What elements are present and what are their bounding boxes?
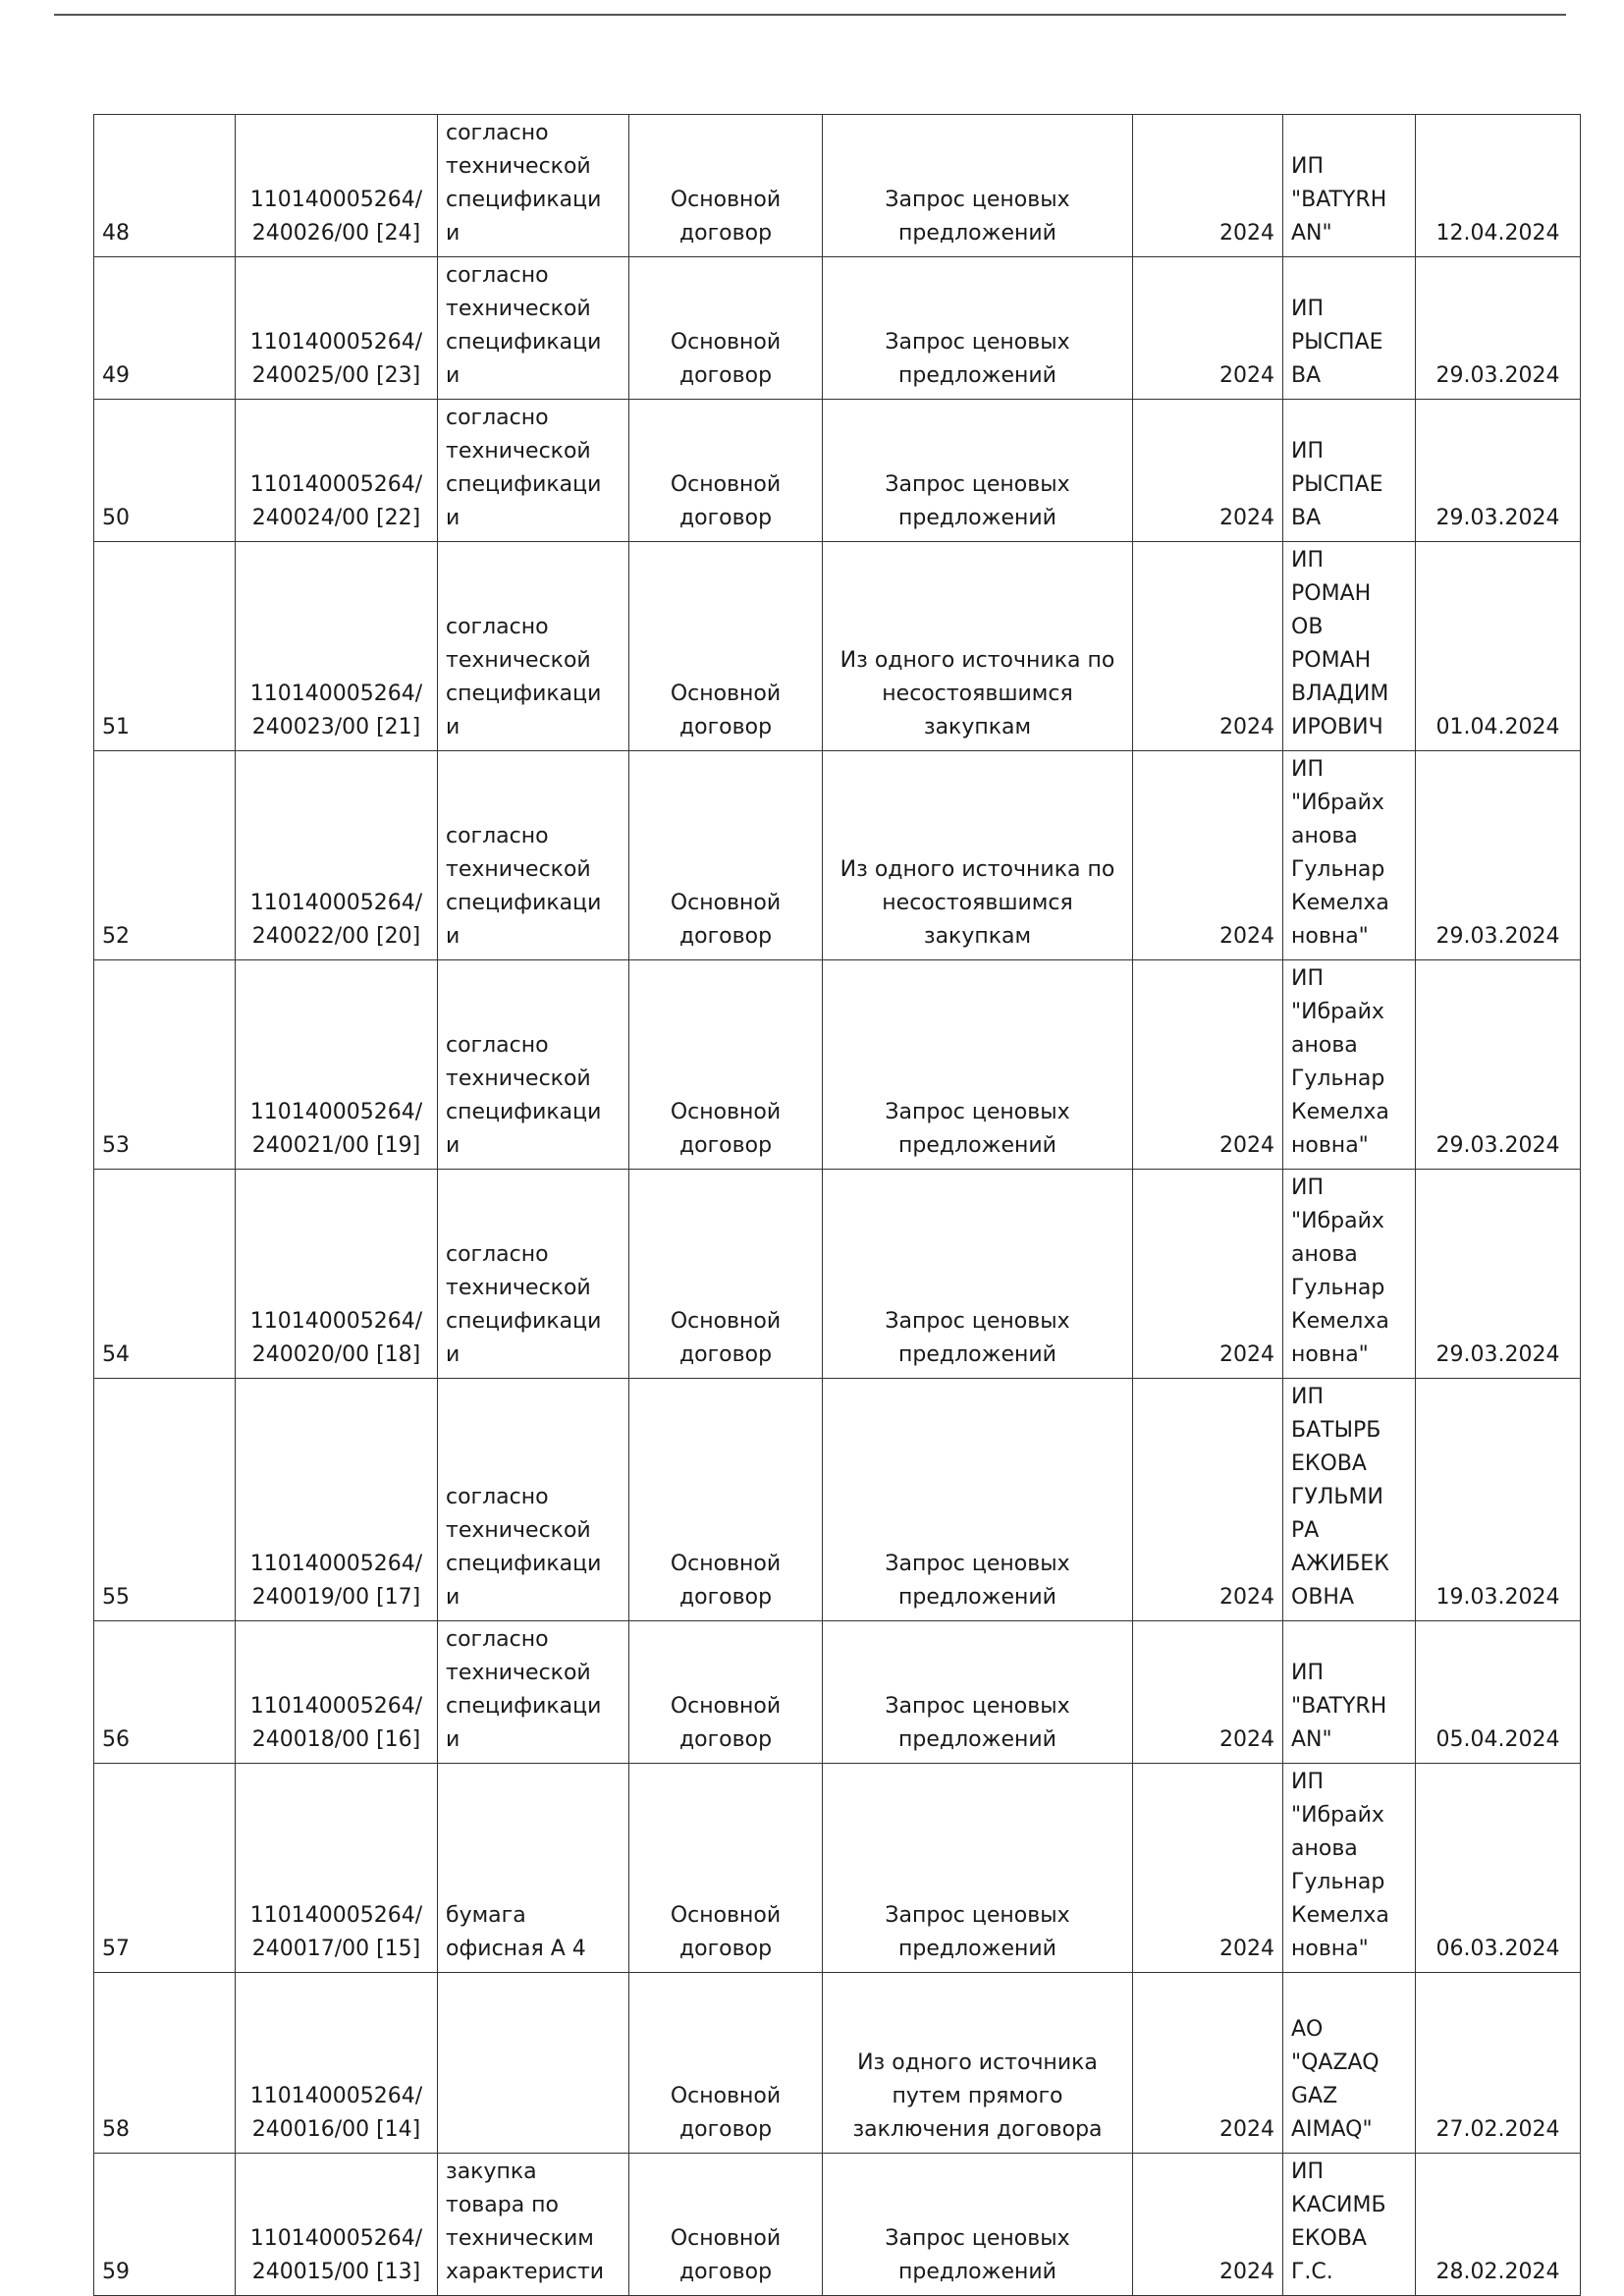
supplier-line: новна": [1291, 1342, 1369, 1367]
subject-cell: [438, 257, 629, 400]
contract-code-cell: [236, 960, 438, 1170]
supplier-line: БАТЫРБ: [1291, 1418, 1381, 1443]
subject-line: и: [446, 1342, 460, 1367]
contract-code-line: 240017/00 [15]: [251, 1937, 421, 1961]
procurement-method-line: Запрос ценовых: [885, 188, 1070, 212]
supplier-cell: [1283, 542, 1416, 751]
supplier-line: РА: [1291, 1518, 1320, 1543]
year-cell: 2024: [1133, 2154, 1283, 2296]
procurement-method-line: закупкам: [923, 924, 1032, 949]
supplier-line: анова: [1291, 1242, 1358, 1267]
table-row: [94, 1379, 1581, 1621]
procurement-table: [93, 114, 1581, 2296]
contract-type-cell: [629, 1170, 823, 1379]
table-row: [94, 2154, 1581, 2296]
procurement-method-line: предложений: [898, 363, 1056, 388]
procurement-method-line: предложений: [898, 221, 1056, 246]
year-cell: 2024: [1133, 542, 1283, 751]
supplier-cell: [1283, 1764, 1416, 1973]
subject-cell: [438, 115, 629, 257]
table-row: [94, 751, 1581, 960]
contract-code-line: 110140005264/: [249, 2226, 423, 2251]
procurement-method-cell: [823, 1621, 1133, 1764]
contract-code-cell: [236, 2154, 438, 2296]
page-top-rule: [54, 14, 1566, 16]
row-number-cell: 48: [94, 115, 236, 257]
supplier-line: Кемелха: [1291, 891, 1389, 915]
contract-type-line: Основной: [670, 1694, 782, 1719]
contract-code-line: 110140005264/: [249, 1100, 423, 1124]
contract-code-cell: [236, 400, 438, 542]
subject-line: спецификаци: [446, 1552, 602, 1576]
supplier-line: "BATYRH: [1291, 1694, 1387, 1719]
subject-line: и: [446, 1727, 460, 1752]
supplier-line: Кемелха: [1291, 1309, 1389, 1334]
contract-type-line: Основной: [670, 472, 782, 497]
subject-line: спецификаци: [446, 891, 602, 915]
procurement-method-line: путем прямого: [892, 2084, 1063, 2108]
contract-type-line: Основной: [670, 682, 782, 706]
contract-code-cell: [236, 542, 438, 751]
procurement-method-cell: [823, 257, 1133, 400]
table-row: [94, 1764, 1581, 1973]
contract-code-cell: [236, 1764, 438, 1973]
contract-code-line: 240021/00 [19]: [251, 1133, 421, 1158]
subject-line: спецификаци: [446, 472, 602, 497]
subject-line: технической: [446, 1066, 591, 1091]
contract-type-line: договор: [678, 221, 773, 246]
supplier-line: "BATYRH: [1291, 188, 1387, 212]
row-number-cell: 55: [94, 1379, 236, 1621]
supplier-line: Гульнар: [1291, 1066, 1385, 1091]
supplier-line: ВА: [1291, 363, 1322, 388]
supplier-cell: [1283, 115, 1416, 257]
contract-code-cell: [236, 257, 438, 400]
subject-line: технической: [446, 297, 591, 321]
supplier-line: новна": [1291, 924, 1369, 949]
subject-line: согласно: [446, 615, 549, 639]
subject-line: согласно: [446, 1485, 549, 1509]
table-row: [94, 400, 1581, 542]
row-number-cell: 52: [94, 751, 236, 960]
contract-code-line: 240016/00 [14]: [251, 2117, 421, 2142]
contract-type-line: Основной: [670, 1309, 782, 1334]
table-row: [94, 542, 1581, 751]
supplier-line: ИП: [1291, 548, 1324, 573]
procurement-method-line: предложений: [898, 2260, 1056, 2284]
year-cell: 2024: [1133, 1621, 1283, 1764]
supplier-line: ИП: [1291, 154, 1324, 179]
procurement-method-line: несостоявшимся: [882, 682, 1073, 706]
row-number-cell: 53: [94, 960, 236, 1170]
year-cell: 2024: [1133, 1379, 1283, 1621]
supplier-line: ИП: [1291, 966, 1324, 991]
supplier-line: ЕКОВА: [1291, 1451, 1367, 1476]
date-cell: 05.04.2024: [1416, 1621, 1581, 1764]
supplier-line: Гульнар: [1291, 857, 1385, 882]
subject-line: спецификаци: [446, 330, 602, 355]
subject-line: технической: [446, 648, 591, 673]
procurement-method-cell: [823, 1170, 1133, 1379]
subject-line: офисная А 4: [446, 1937, 586, 1961]
table-row: [94, 1973, 1581, 2154]
procurement-method-line: заключения договора: [852, 2117, 1103, 2142]
supplier-line: РОМАН: [1291, 581, 1372, 606]
subject-line: и: [446, 924, 460, 949]
procurement-method-cell: [823, 751, 1133, 960]
subject-line: бумага: [446, 1903, 526, 1928]
procurement-method-line: Запрос ценовых: [885, 1903, 1070, 1928]
supplier-cell: [1283, 1973, 1416, 2154]
contract-code-line: 110140005264/: [249, 188, 423, 212]
supplier-line: GAZ: [1291, 2084, 1338, 2108]
procurement-method-line: Запрос ценовых: [885, 1552, 1070, 1576]
subject-line: согласно: [446, 1242, 549, 1267]
subject-cell: [438, 1764, 629, 1973]
subject-cell: [438, 2154, 629, 2296]
subject-line: технической: [446, 1276, 591, 1300]
supplier-line: анова: [1291, 1836, 1358, 1861]
contract-type-cell: [629, 115, 823, 257]
contract-code-cell: [236, 1621, 438, 1764]
procurement-method-line: предложений: [898, 1585, 1056, 1610]
supplier-line: AN": [1291, 1727, 1332, 1752]
supplier-line: ЕКОВА: [1291, 2226, 1367, 2251]
subject-cell: [438, 1973, 629, 2154]
subject-line: спецификаци: [446, 1100, 602, 1124]
row-number-cell: 49: [94, 257, 236, 400]
contract-type-line: договор: [678, 924, 773, 949]
procurement-method-cell: [823, 960, 1133, 1170]
supplier-line: Гульнар: [1291, 1870, 1385, 1894]
supplier-cell: [1283, 1621, 1416, 1764]
table-row: [94, 960, 1581, 1170]
row-number-cell: 51: [94, 542, 236, 751]
subject-line: спецификаци: [446, 1309, 602, 1334]
contract-code-line: 240019/00 [17]: [251, 1585, 421, 1610]
procurement-method-line: Запрос ценовых: [885, 2226, 1070, 2251]
supplier-cell: [1283, 960, 1416, 1170]
contract-type-line: Основной: [670, 1903, 782, 1928]
date-cell: 29.03.2024: [1416, 751, 1581, 960]
supplier-line: Кемелха: [1291, 1903, 1389, 1928]
subject-line: закупка: [446, 2159, 537, 2184]
subject-line: согласно: [446, 1033, 549, 1058]
subject-line: технической: [446, 154, 591, 179]
supplier-line: AN": [1291, 221, 1332, 246]
contract-type-cell: [629, 1764, 823, 1973]
contract-type-line: Основной: [670, 2226, 782, 2251]
contract-type-cell: [629, 2154, 823, 2296]
date-cell: 12.04.2024: [1416, 115, 1581, 257]
subject-line: техническим: [446, 2226, 594, 2251]
subject-line: согласно: [446, 263, 549, 288]
subject-line: характеристи: [446, 2260, 605, 2284]
row-number-cell: 58: [94, 1973, 236, 2154]
contract-code-line: 110140005264/: [249, 2084, 423, 2108]
subject-cell: [438, 542, 629, 751]
subject-line: и: [446, 363, 460, 388]
contract-type-line: договор: [678, 1937, 773, 1961]
supplier-line: "Ибрайх: [1291, 791, 1384, 815]
supplier-line: ИП: [1291, 1661, 1324, 1685]
contract-code-line: 240024/00 [22]: [251, 506, 421, 530]
contract-type-line: договор: [678, 2117, 773, 2142]
contract-code-line: 240018/00 [16]: [251, 1727, 421, 1752]
contract-type-line: Основной: [670, 188, 782, 212]
contract-type-cell: [629, 1621, 823, 1764]
subject-line: согласно: [446, 121, 549, 145]
procurement-method-line: Запрос ценовых: [885, 1100, 1070, 1124]
contract-code-line: 240025/00 [23]: [251, 363, 421, 388]
contract-code-cell: [236, 1379, 438, 1621]
supplier-line: AIMAQ": [1291, 2117, 1373, 2142]
contract-code-line: 110140005264/: [249, 1694, 423, 1719]
contract-type-cell: [629, 1379, 823, 1621]
supplier-line: ИП: [1291, 1385, 1324, 1409]
supplier-line: "Ибрайх: [1291, 1209, 1384, 1233]
row-number-cell: 54: [94, 1170, 236, 1379]
supplier-line: ИРОВИЧ: [1291, 715, 1383, 739]
supplier-line: новна": [1291, 1133, 1369, 1158]
procurement-method-cell: [823, 400, 1133, 542]
date-cell: 29.03.2024: [1416, 400, 1581, 542]
procurement-method-line: предложений: [898, 1727, 1056, 1752]
year-cell: 2024: [1133, 115, 1283, 257]
date-cell: 01.04.2024: [1416, 542, 1581, 751]
supplier-line: ОВНА: [1291, 1585, 1355, 1610]
date-cell: 29.03.2024: [1416, 257, 1581, 400]
contract-type-line: договор: [678, 1585, 773, 1610]
contract-type-cell: [629, 751, 823, 960]
contract-type-line: Основной: [670, 330, 782, 355]
procurement-method-line: предложений: [898, 1937, 1056, 1961]
contract-code-cell: [236, 1973, 438, 2154]
contract-code-line: 110140005264/: [249, 1309, 423, 1334]
procurement-method-cell: [823, 542, 1133, 751]
procurement-method-cell: [823, 1764, 1133, 1973]
supplier-cell: [1283, 2154, 1416, 2296]
subject-line: технической: [446, 439, 591, 464]
procurement-method-line: Из одного источника по: [839, 857, 1115, 882]
supplier-line: ОВ: [1291, 615, 1324, 639]
supplier-line: КАСИМБ: [1291, 2193, 1386, 2217]
year-cell: 2024: [1133, 751, 1283, 960]
contract-code-line: 110140005264/: [249, 891, 423, 915]
supplier-line: "Ибрайх: [1291, 1000, 1384, 1024]
contract-code-line: 240026/00 [24]: [251, 221, 421, 246]
supplier-line: ИП: [1291, 1770, 1324, 1794]
table-row: [94, 1170, 1581, 1379]
supplier-line: ИП: [1291, 1175, 1324, 1200]
year-cell: 2024: [1133, 257, 1283, 400]
subject-line: и: [446, 715, 460, 739]
procurement-method-line: Из одного источника по: [839, 648, 1115, 673]
subject-line: спецификаци: [446, 682, 602, 706]
contract-type-line: договор: [678, 1342, 773, 1367]
subject-line: согласно: [446, 406, 549, 430]
date-cell: 06.03.2024: [1416, 1764, 1581, 1973]
contract-type-cell: [629, 542, 823, 751]
contract-type-cell: [629, 960, 823, 1170]
subject-line: согласно: [446, 824, 549, 848]
procurement-method-line: Запрос ценовых: [885, 472, 1070, 497]
contract-type-line: договор: [678, 363, 773, 388]
supplier-line: ИП: [1291, 297, 1324, 321]
procurement-method-cell: [823, 115, 1133, 257]
contract-type-line: договор: [678, 2260, 773, 2284]
subject-line: и: [446, 506, 460, 530]
procurement-method-line: предложений: [898, 1133, 1056, 1158]
contract-code-line: 110140005264/: [249, 1903, 423, 1928]
procurement-method-line: Из одного источника: [857, 2050, 1098, 2075]
contract-type-line: договор: [678, 506, 773, 530]
procurement-method-line: несостоявшимся: [882, 891, 1073, 915]
supplier-line: РЫСПАЕ: [1291, 330, 1383, 355]
subject-cell: [438, 960, 629, 1170]
subject-line: спецификаци: [446, 188, 602, 212]
row-number-cell: 56: [94, 1621, 236, 1764]
procurement-method-line: предложений: [898, 1342, 1056, 1367]
contract-code-line: 240015/00 [13]: [251, 2260, 421, 2284]
supplier-line: Гульнар: [1291, 1276, 1385, 1300]
procurement-method-line: закупкам: [923, 715, 1032, 739]
contract-code-line: 110140005264/: [249, 682, 423, 706]
subject-line: технической: [446, 857, 591, 882]
supplier-line: ИП: [1291, 439, 1324, 464]
supplier-line: РЫСПАЕ: [1291, 472, 1383, 497]
subject-line: технической: [446, 1661, 591, 1685]
supplier-line: АЖИБЕК: [1291, 1552, 1389, 1576]
table-row: [94, 115, 1581, 257]
supplier-line: анова: [1291, 1033, 1358, 1058]
contract-type-line: Основной: [670, 2084, 782, 2108]
subject-line: и: [446, 221, 460, 246]
date-cell: 29.03.2024: [1416, 1170, 1581, 1379]
contract-type-cell: [629, 1973, 823, 2154]
year-cell: 2024: [1133, 1764, 1283, 1973]
year-cell: 2024: [1133, 960, 1283, 1170]
contract-type-cell: [629, 257, 823, 400]
contract-code-line: 110140005264/: [249, 472, 423, 497]
procurement-method-cell: [823, 2154, 1133, 2296]
date-cell: 19.03.2024: [1416, 1379, 1581, 1621]
supplier-line: Кемелха: [1291, 1100, 1389, 1124]
row-number-cell: 59: [94, 2154, 236, 2296]
row-number-cell: 57: [94, 1764, 236, 1973]
contract-code-cell: [236, 751, 438, 960]
subject-cell: [438, 1379, 629, 1621]
supplier-line: АО: [1291, 2017, 1324, 2042]
table-row: [94, 257, 1581, 400]
subject-cell: [438, 1621, 629, 1764]
contract-type-line: договор: [678, 715, 773, 739]
contract-type-line: договор: [678, 1727, 773, 1752]
year-cell: 2024: [1133, 1170, 1283, 1379]
date-cell: 29.03.2024: [1416, 960, 1581, 1170]
subject-line: спецификаци: [446, 1694, 602, 1719]
subject-cell: [438, 751, 629, 960]
supplier-cell: [1283, 400, 1416, 542]
procurement-method-line: Запрос ценовых: [885, 1309, 1070, 1334]
subject-line: и: [446, 1133, 460, 1158]
supplier-line: "Ибрайх: [1291, 1803, 1384, 1828]
procurement-method-cell: [823, 1379, 1133, 1621]
subject-cell: [438, 1170, 629, 1379]
supplier-line: Г.С.: [1291, 2260, 1333, 2284]
supplier-line: ГУЛЬМИ: [1291, 1485, 1383, 1509]
contract-type-line: Основной: [670, 891, 782, 915]
supplier-cell: [1283, 1379, 1416, 1621]
supplier-line: ИП: [1291, 757, 1324, 782]
subject-line: товара по: [446, 2193, 560, 2217]
year-cell: 2024: [1133, 400, 1283, 542]
supplier-cell: [1283, 1170, 1416, 1379]
subject-line: согласно: [446, 1627, 549, 1652]
contract-type-line: Основной: [670, 1552, 782, 1576]
contract-code-cell: [236, 1170, 438, 1379]
subject-line: и: [446, 1585, 460, 1610]
year-cell: 2024: [1133, 1973, 1283, 2154]
supplier-line: ИП: [1291, 2159, 1324, 2184]
supplier-cell: [1283, 751, 1416, 960]
subject-cell: [438, 400, 629, 542]
date-cell: 28.02.2024: [1416, 2154, 1581, 2296]
supplier-line: ВА: [1291, 506, 1322, 530]
procurement-method-line: Запрос ценовых: [885, 330, 1070, 355]
contract-code-line: 110140005264/: [249, 330, 423, 355]
contract-code-line: 240020/00 [18]: [251, 1342, 421, 1367]
contract-type-line: Основной: [670, 1100, 782, 1124]
contract-type-cell: [629, 400, 823, 542]
supplier-line: ВЛАДИМ: [1291, 682, 1389, 706]
procurement-method-line: Запрос ценовых: [885, 1694, 1070, 1719]
supplier-line: РОМАН: [1291, 648, 1372, 673]
row-number-cell: 50: [94, 400, 236, 542]
contract-code-line: 240022/00 [20]: [251, 924, 421, 949]
supplier-line: новна": [1291, 1937, 1369, 1961]
contract-code-cell: [236, 115, 438, 257]
supplier-line: анова: [1291, 824, 1358, 848]
date-cell: 27.02.2024: [1416, 1973, 1581, 2154]
table-row: [94, 1621, 1581, 1764]
supplier-cell: [1283, 257, 1416, 400]
contract-type-line: договор: [678, 1133, 773, 1158]
contract-code-line: 240023/00 [21]: [251, 715, 421, 739]
procurement-method-line: предложений: [898, 506, 1056, 530]
supplier-line: "QAZAQ: [1291, 2050, 1380, 2075]
subject-line: технической: [446, 1518, 591, 1543]
contract-code-line: 110140005264/: [249, 1552, 423, 1576]
procurement-method-cell: [823, 1973, 1133, 2154]
